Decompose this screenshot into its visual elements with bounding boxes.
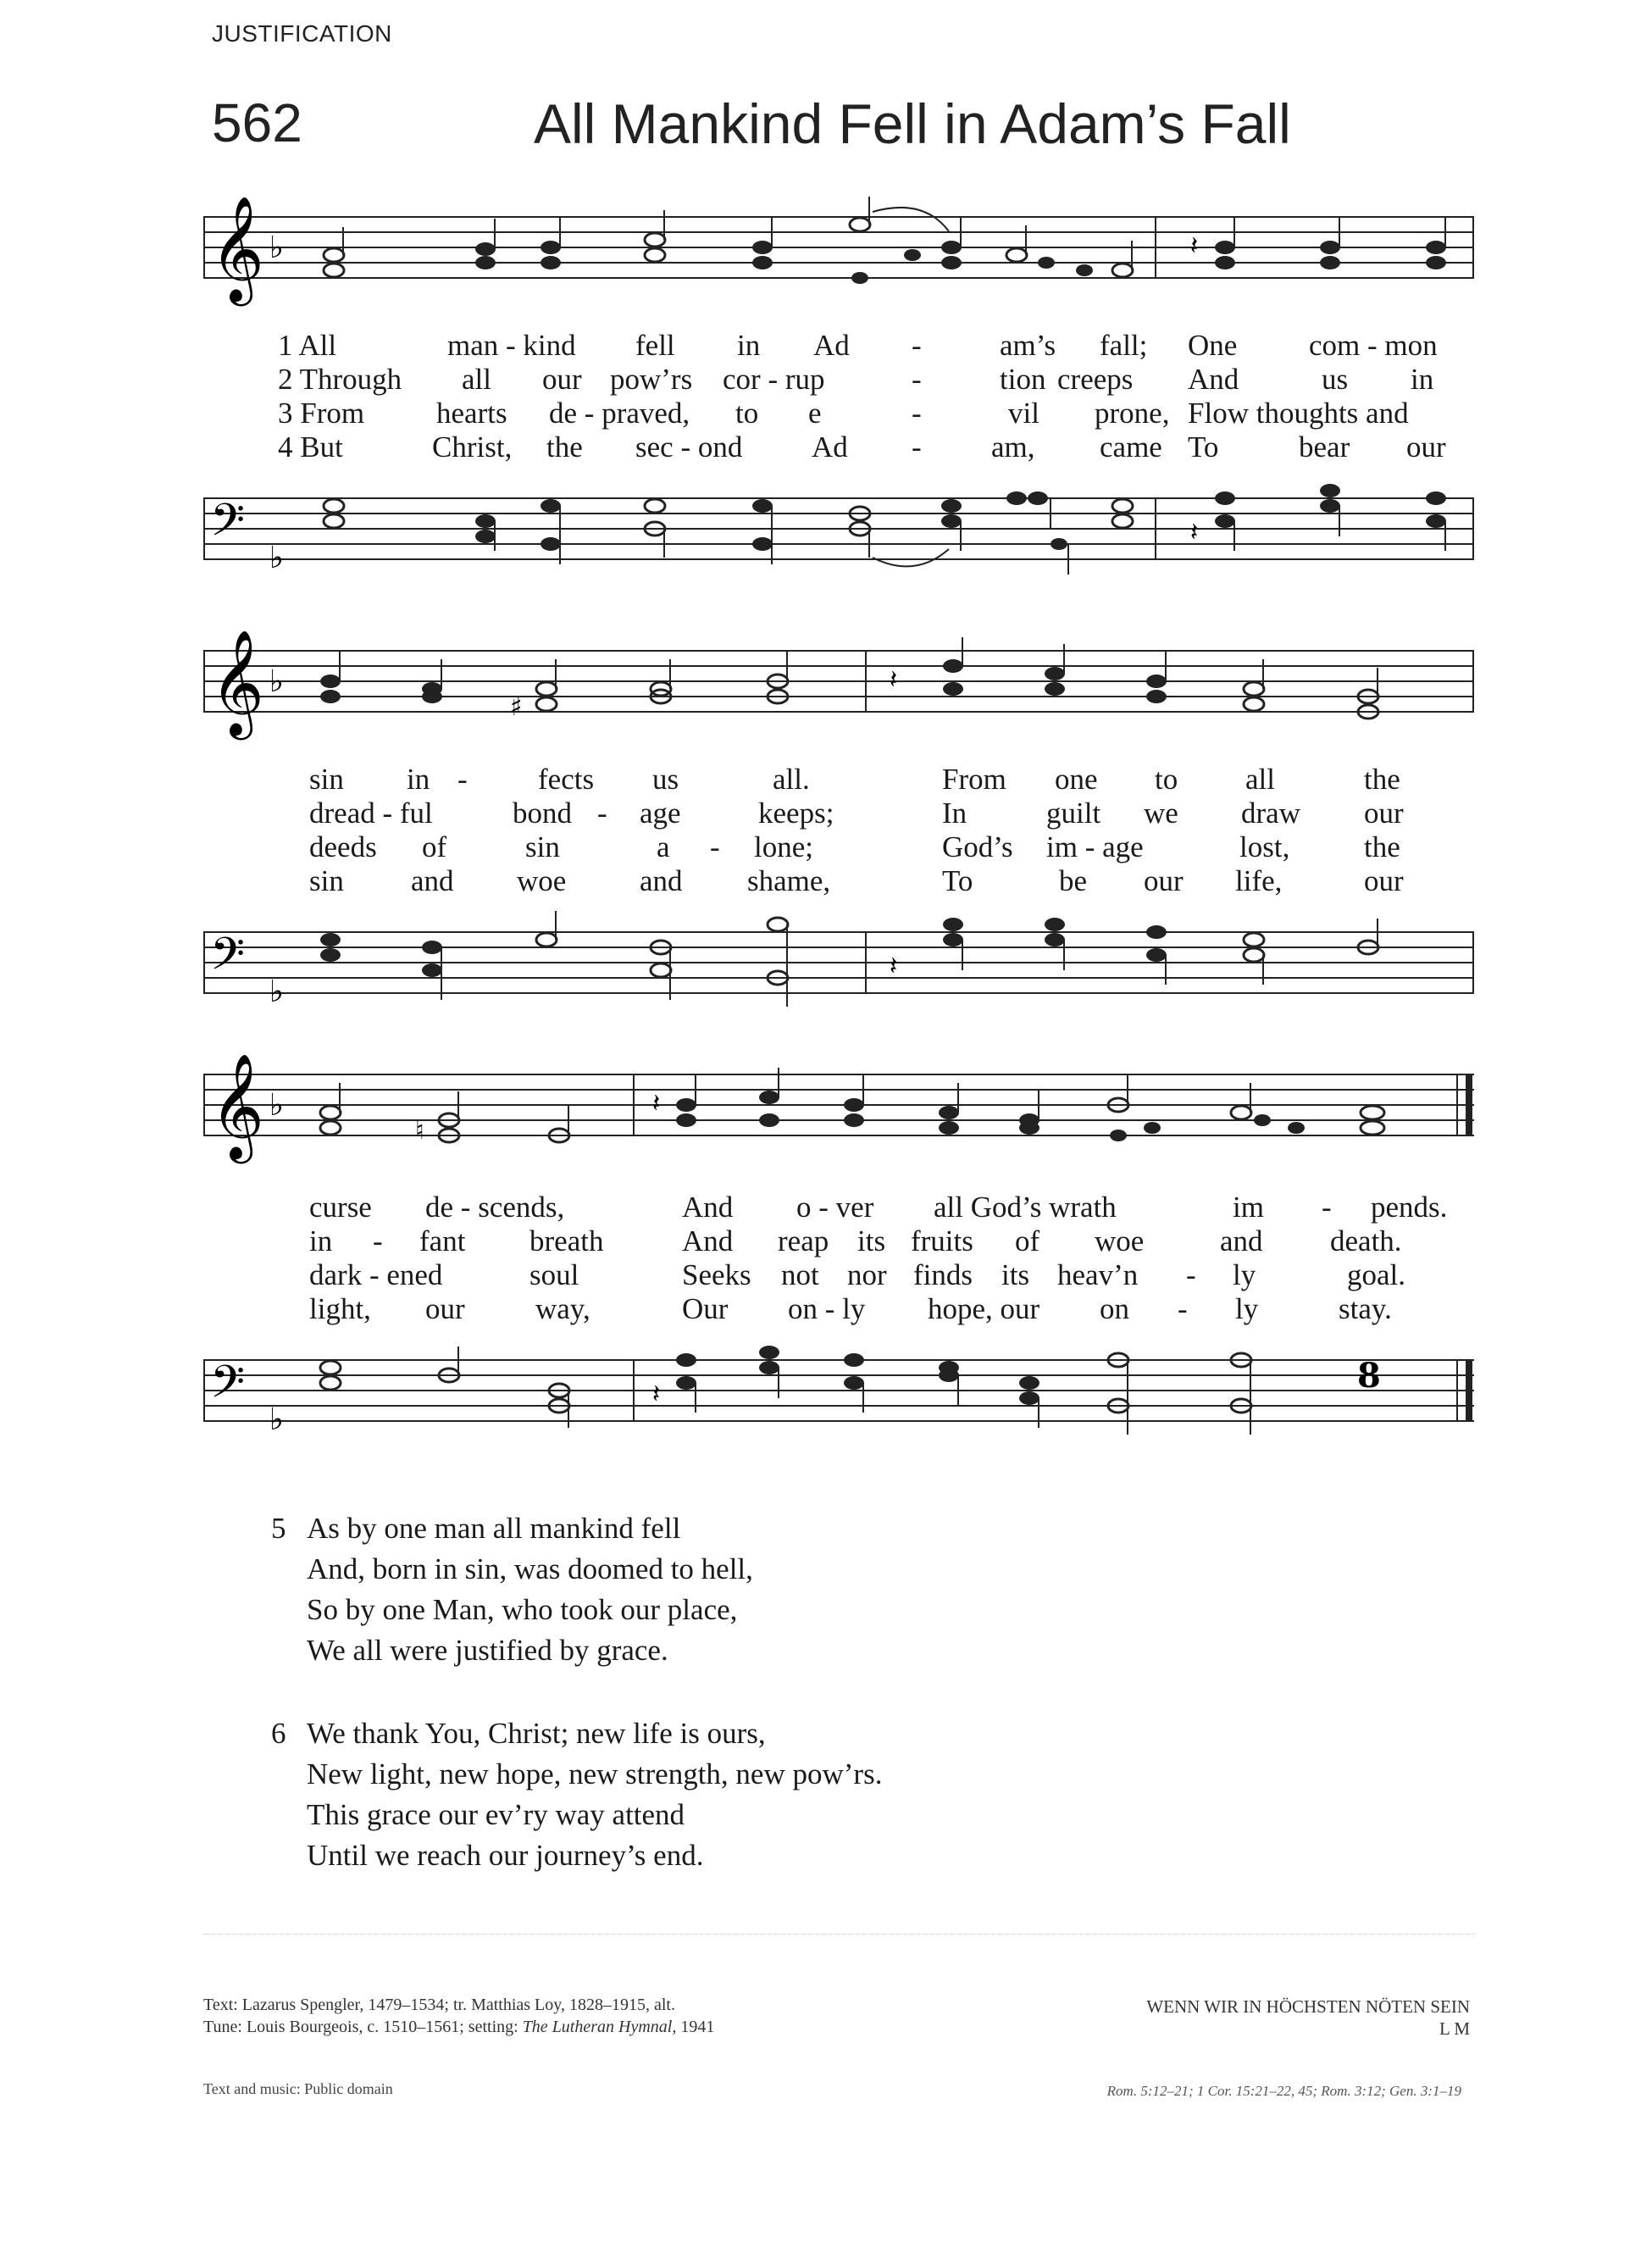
scripture-references: Rom. 5:12–21; 1 Cor. 15:21–22, 45; Rom. 3:12; Gen. 3:1–19: [1106, 2083, 1461, 2099]
svg-text:♭: ♭: [269, 541, 284, 575]
svg-text:𝄽: 𝄽: [890, 952, 898, 981]
lyric-line-stanza-4: sin and woe and shame, To be our life, our: [309, 864, 1404, 897]
lyric-line-stanza-4: 4 But Christ, the sec - ond Ad - am, came To bear our: [278, 430, 1446, 464]
copyright-notice: Text and music: Public domain: [203, 2080, 393, 2097]
music-system-3: [203, 1051, 1474, 1449]
tune-info: [1146, 1996, 1470, 2040]
bass-staff-1: [203, 473, 1474, 600]
lyrics-block-3: [203, 1191, 1474, 1335]
stanza-number: 5: [271, 1512, 286, 1545]
svg-text:♭: ♭: [269, 1402, 284, 1437]
treble-staff-2: [203, 627, 1474, 754]
lyric-line-stanza-4: light, our way, Our on - ly hope, our on - ly stay.: [309, 1292, 1392, 1325]
lyrics-block-2: [203, 763, 1474, 907]
text-tune-credits: [203, 1994, 714, 2038]
music-system-2: [203, 627, 1474, 1025]
stanza-line: New light, new hope, new strength, new pow’rs.: [307, 1757, 883, 1790]
lyric-line-stanza-2: 2 Through all our pow’rs cor - rup - tion creeps And us in: [278, 363, 1434, 396]
meter: L M: [1439, 2018, 1470, 2039]
stanza-line: And, born in sin, was doomed to hell,: [307, 1552, 753, 1585]
music-system-1: [203, 193, 1474, 591]
stanza-line: We all were justified by grace.: [307, 1634, 668, 1667]
svg-text:𝄽: 𝄽: [1190, 231, 1199, 261]
svg-text:♯: ♯: [510, 692, 523, 722]
text-credit: Text: Lazarus Spengler, 1479–1534; tr. Matthias Loy, 1828–1915, alt.: [203, 1996, 675, 2014]
lyric-line-stanza-3: dark - ened soul Seeks not nor finds its heav’n - ly goal.: [309, 1258, 1406, 1291]
svg-text:♭: ♭: [269, 230, 284, 265]
divider: [203, 1934, 1474, 1935]
treble-staff-1: [203, 193, 1474, 320]
lyric-line-stanza-1: 1 All man - kind fell in Ad - am’s fall; One com - mon: [278, 329, 1438, 362]
svg-text:𝄢: 𝄢: [210, 929, 246, 991]
svg-text:♭: ♭: [269, 1088, 284, 1123]
lyric-line-stanza-1: sin in - fects us all. From one to all the: [309, 763, 1400, 796]
tune-credit: Tune: Louis Bourgeois, c. 1510–1561; setting: The Lutheran Hymnal, 1941: [203, 2018, 715, 2036]
svg-text:𝄞: 𝄞: [210, 1053, 264, 1159]
svg-text:𝄽: 𝄽: [652, 1380, 661, 1409]
svg-text:♮: ♮: [415, 1116, 424, 1146]
tune-name: WENN WIR IN HÖCHSTEN NÖTEN SEIN: [1146, 1996, 1470, 2017]
svg-text:𝄽: 𝄽: [890, 665, 898, 695]
svg-text:𝄽: 𝄽: [1190, 518, 1199, 547]
hymn-number: 562: [212, 92, 302, 153]
lyric-line-stanza-2: dread - ful bond - age keeps; In guilt we draw our: [309, 797, 1404, 830]
svg-text:𝄢: 𝄢: [210, 495, 246, 558]
stanza-number: 6: [271, 1717, 286, 1750]
lyric-line-stanza-2: in - fant breath And reap its fruits of woe and death.: [309, 1224, 1402, 1257]
svg-text:𝄽: 𝄽: [652, 1089, 661, 1119]
svg-text:𝄢: 𝄢: [210, 1357, 246, 1419]
svg-text:𝄞: 𝄞: [210, 630, 264, 736]
stanza-line: We thank You, Christ; new life is ours,: [307, 1717, 766, 1750]
treble-staff-3: [203, 1051, 1474, 1178]
svg-text:𝄞: 𝄞: [210, 196, 264, 302]
lyric-line-stanza-1: curse de - scends, And o - ver all God’s wrath im - pends.: [309, 1191, 1448, 1224]
lyric-line-stanza-3: 3 From hearts de - praved, to e - vil prone, Flow thoughts and: [278, 397, 1409, 430]
lyrics-block-1: [203, 329, 1474, 473]
bass-staff-3: [203, 1335, 1474, 1462]
bass-staff-2: [203, 907, 1474, 1034]
stanza-line: Until we reach our journey’s end.: [307, 1839, 704, 1872]
svg-text:8: 8: [1357, 1356, 1381, 1396]
stanza-line: So by one Man, who took our place,: [307, 1593, 738, 1626]
svg-text:♭: ♭: [269, 664, 284, 699]
section-label: JUSTIFICATION: [212, 20, 392, 47]
stanza-line: As by one man all mankind fell: [307, 1512, 681, 1545]
lyric-line-stanza-3: deeds of sin a - lone; God’s im - age lost, the: [309, 830, 1400, 863]
stanza-line: This grace our ev’ry way attend: [307, 1798, 685, 1831]
hymn-title: All Mankind Fell in Adam’s Fall: [534, 92, 1291, 155]
svg-text:♭: ♭: [269, 974, 284, 1009]
